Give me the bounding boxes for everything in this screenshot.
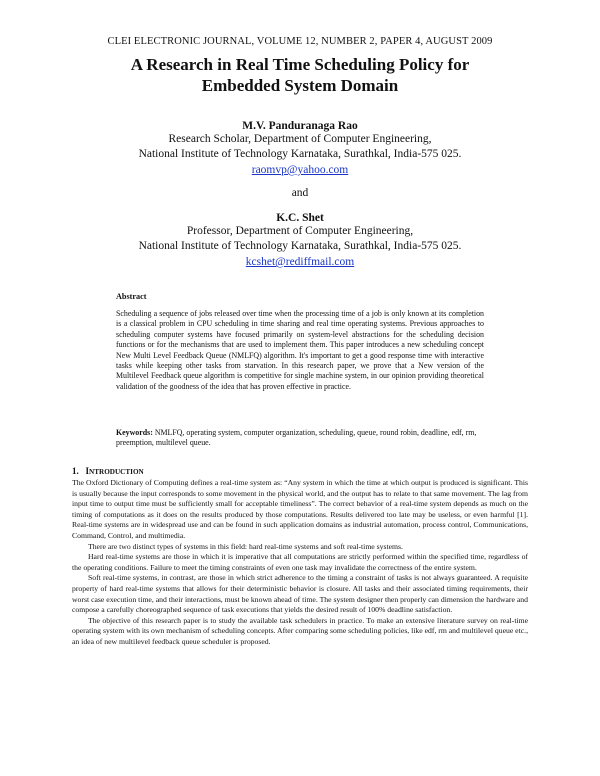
author-1-email-wrap (0, 160, 600, 178)
keywords (116, 428, 484, 449)
and-separator: and (291, 187, 309, 199)
title-line-1: A Research in Real Time Scheduling Policy for (130, 55, 470, 74)
body-paragraph-1: The Oxford Dictionary of Computing defines a real-time system as: “Any system in which the time at which output is produced is significant. This is usually because the input corresponds to some movement in the physical world, and the output has to relate to that same movement. The lag from input time to output time must be sufficiently small for acceptable timeliness”. The correct behavior of a real-time system depends as much on the timing of computations as it does on the results produced by those computations. Results delivered too late may be useless, or even harmful [1]. Real-time systems are in widespread use and can be found in such application domains as industrial automation, process control, Communications, Command, Control, and multimedia. (72, 478, 528, 540)
abstract-text: Scheduling a sequence of jobs released over time when the processing time of a job is only known at its completion is a classical problem in CPU scheduling in time sharing and real time operating systems. Previous approaches to scheduling computer systems have focused primarily on system-level abstractions for the scheduling decision functions or for the mechanisms that are used to implement them. This paper introduces a new scheduling concept New Multi Level Feedback Queue (NMLFQ) algorithm. It's important to get a good response time with interactive tasks while keeping other tasks from starvation. In this research paper, we prove that a New version of the Multilevel Feedback queue algorithm is competitive for single machine system, in our opinion providing theoretical validation of the goodness of the idea that has proven effective in practice. (116, 309, 484, 391)
author-1-name: M.V. Panduranaga Rao (242, 120, 358, 132)
paper-title (0, 54, 600, 96)
author-2-name: K.C. Shet (276, 212, 324, 224)
author-1-email-link[interactable]: raomvp@yahoo.com (251, 164, 349, 176)
body-paragraph-5: The objective of this research paper is to study the available task schedulers in practice. To make an extensive literature survey on real-time operating system with its own mechanism of scheduling concepts. After comparing some scheduling policies, like edf, rm and multilevel queue etc., an idea of new multilevel feedback queue scheduler is proposed. (72, 615, 528, 646)
author-2-email-link[interactable]: kcshet@rediffmail.com (245, 256, 355, 268)
section-number: 1. (72, 466, 79, 476)
section-title-rest: NTRODUCTION (89, 468, 144, 476)
keywords-text: NMLFQ, operating system, computer organization, scheduling, queue, round robin, deadline, edf, rm, preemption, multilevel queue. (116, 428, 477, 448)
section-title-first: I (85, 466, 90, 476)
author-1-role: Research Scholar, Department of Computer Engineering, (168, 133, 432, 145)
author-2-institute: National Institute of Technology Karnataka, Surathkal, India-575 025. (138, 240, 462, 252)
running-head: CLEI ELECTRONIC JOURNAL, VOLUME 12, NUMBER 2, PAPER 4, AUGUST 2009 (107, 36, 493, 47)
author-2-role: Professor, Department of Computer Engineering, (186, 225, 414, 237)
body-paragraph-2: There are two distinct types of systems in this field: hard real-time systems and soft real-time systems. (88, 541, 403, 551)
section-heading (72, 466, 144, 476)
author-2-email-wrap (0, 252, 600, 270)
author-1-institute: National Institute of Technology Karnataka, Surathkal, India-575 025. (138, 148, 462, 160)
abstract-heading: Abstract (116, 292, 147, 301)
body-paragraph-4: Soft real-time systems, in contrast, are those in which strict adherence to the timing a constraint of tasks is not always guaranteed. A requisite property of hard real-time systems that allows for their deterministic behavior is closure. All tasks and their associated timing requirements, their worst case execution time, and their interactions, must be known ahead of time. The system designer then properly can dimension the hardware and compose a carefully choreographed sequence of task executions that yields the desired result of 100% deadline satisfaction. (72, 573, 528, 615)
keywords-label: Keywords: (116, 428, 153, 437)
title-line-2: Embedded System Domain (201, 76, 399, 95)
section-body (72, 478, 528, 648)
body-paragraph-3: Hard real-time systems are those in which it is imperative that all computations are strictly performed within the specified time, regardless of the operating conditions. Failure to meet the timing constraints of even one task may invalidate the correctness of the entire system. (72, 552, 528, 572)
